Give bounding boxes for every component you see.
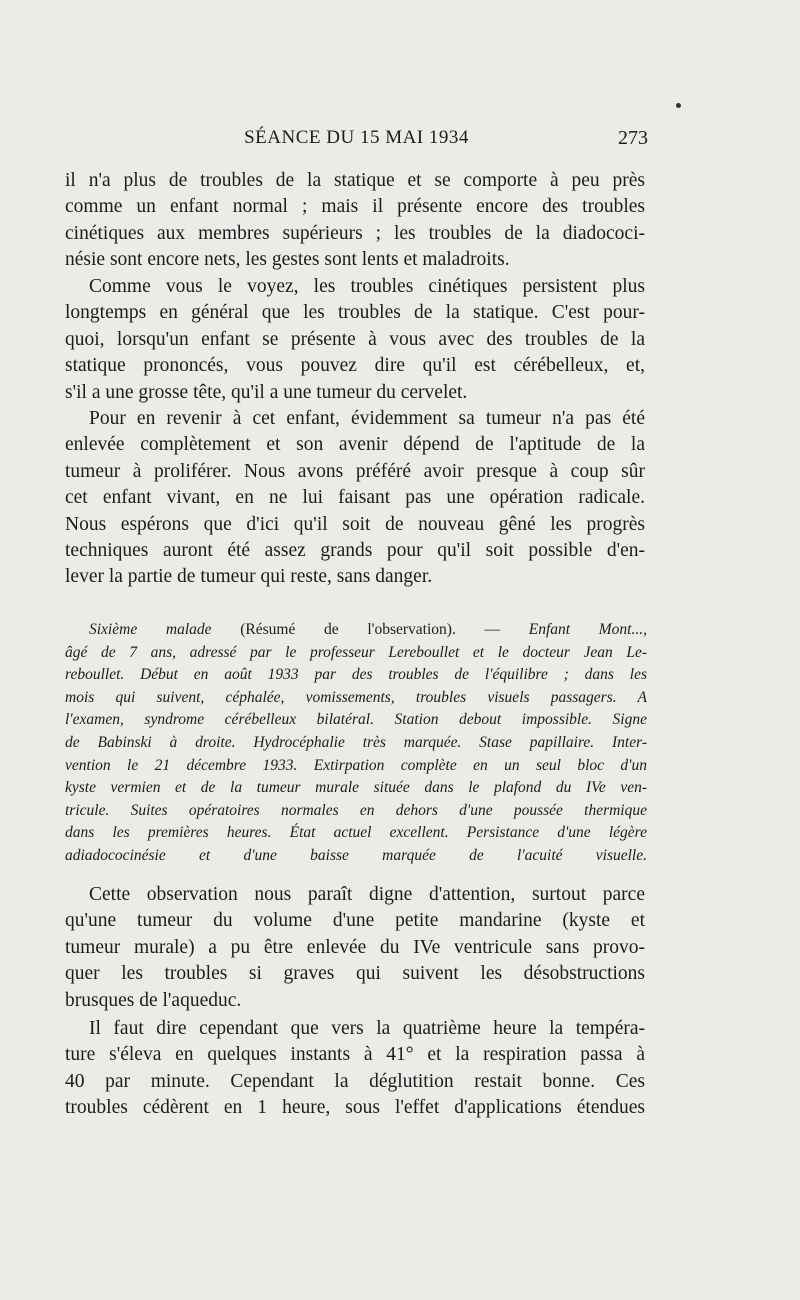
text-line: dans les premières heures. État actuel excellent. Persistance d'une légère <box>65 824 647 842</box>
text-line: vention le 21 décembre 1933. Extirpation complète en un seul bloc d'un <box>65 756 647 774</box>
text-line: Pour en revenir à cet enfant, évidemment sa tumeur n'a pas été <box>89 408 645 429</box>
observation-summary <box>65 619 647 868</box>
text-line: longtemps en général que les troubles de la statique. C'est pour- <box>65 302 645 324</box>
obs-heading-note: (Résumé de l'observation). — <box>211 621 529 638</box>
text-line: mois qui suivent, céphalée, vomissements, troubles visuels passagers. A <box>65 688 647 706</box>
text-line: tumeur murale) a pu être enlevée du IVe ventricule sans provo- <box>65 936 645 958</box>
text-line: enlevée complètement et son avenir dépend de l'aptitude de la <box>65 434 645 456</box>
text-line: cinétiques aux membres supérieurs ; les troubles de la diadococi- <box>65 222 645 244</box>
text-line: qu'une tumeur du volume d'une petite mandarine (kyste et <box>65 910 645 932</box>
text-line: quoi, lorsqu'un enfant se présente à vous avec des troubles de la <box>65 328 645 350</box>
text-line: ture s'éleva en quelques instants à 41° et la respiration passa à <box>65 1044 645 1066</box>
text-line: 40 par minute. Cependant la déglutition restait bonne. Ces <box>65 1070 645 1092</box>
text-line: adiadococinésie et d'une baisse marquée de l'acuité visuelle. <box>65 846 647 864</box>
header-title: SÉANCE DU 15 MAI 1934 <box>244 127 469 148</box>
text-line: il n'a plus de troubles de la statique et se comporte à peu près <box>65 170 645 191</box>
text-line: brusques de l'aqueduc. <box>65 989 242 1011</box>
ink-spot <box>676 103 681 108</box>
paragraph-4 <box>65 882 645 1014</box>
text-line: Il faut dire cependant que vers la quatrième heure la tempéra- <box>89 1018 645 1039</box>
paragraph-2 <box>65 274 645 406</box>
paragraph-1 <box>65 168 645 274</box>
text-line: statique prononcés, vous pouvez dire qu'il est cérébelleux, et, <box>65 355 645 377</box>
text-line: lever la partie de tumeur qui reste, sans danger. <box>65 566 433 588</box>
paragraph-5 <box>65 1016 645 1122</box>
obs-heading: Sixième malade <box>89 621 212 638</box>
text-line: Cette observation nous paraît digne d'attention, surtout parce <box>89 884 645 905</box>
text-line: l'examen, syndrome cérébelleux bilatéral. Station debout impossible. Signe <box>65 711 647 729</box>
text-line: s'il a une grosse tête, qu'il a une tumeur du cervelet. <box>65 381 468 403</box>
paragraph-3 <box>65 406 645 591</box>
text-line: troubles cédèrent en 1 heure, sous l'effet d'applications étendues <box>65 1097 645 1119</box>
text-line: tricule. Suites opératoires normales en dehors d'une poussée thermique <box>65 801 647 819</box>
text-line: cet enfant vivant, en ne lui faisant pas une opération radicale. <box>65 487 645 509</box>
text-line: techniques auront été assez grands pour qu'il soit possible d'en- <box>65 540 645 562</box>
text-line: Nous espérons que d'ici qu'il soit de nouveau gêné les progrès <box>65 513 645 535</box>
text-line: quer les troubles si graves qui suivent les désobstructions <box>65 963 645 985</box>
text-line <box>65 619 647 642</box>
page-number: 273 <box>618 127 648 149</box>
text-line: de Babinski à droite. Hydrocéphalie très marquée. Stase papillaire. Inter- <box>65 733 647 751</box>
text-line: tumeur à proliférer. Nous avons préféré avoir presque à coup sûr <box>65 460 645 482</box>
text-line: comme un enfant normal ; mais il présente encore des troubles <box>65 196 645 218</box>
obs-patient: Enfant Mont..., <box>528 621 647 638</box>
text-line: kyste vermien et de la tumeur murale située dans le plafond du IVe ven- <box>65 779 647 797</box>
text-line: nésie sont encore nets, les gestes sont lents et maladroits. <box>65 249 510 271</box>
text-line: âgé de 7 ans, adressé par le professeur Lereboullet et le docteur Jean Le- <box>65 643 647 661</box>
text-line: reboullet. Début en août 1933 par des troubles de l'équilibre ; dans les <box>65 666 647 684</box>
text-line: Comme vous le voyez, les troubles cinétiques persistent plus <box>89 276 645 297</box>
running-header <box>65 127 648 157</box>
